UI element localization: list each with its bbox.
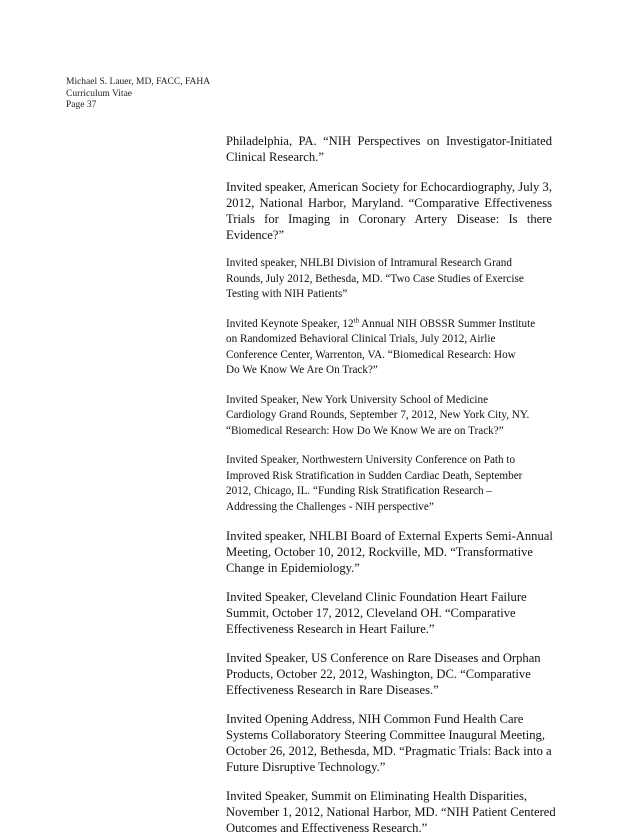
entry-line: “Biomedical Research: How Do We Know We are on Track?” — [226, 424, 504, 437]
entry-line: Invited Speaker, Summit on Eliminating Health Disparities, — [226, 789, 527, 803]
list-item — [226, 256, 552, 303]
entry-line: 2012, Chicago, IL. “Funding Risk Stratification Research – — [226, 485, 492, 497]
list-item — [226, 453, 552, 515]
entry-line: Change in Epidemiology.” — [226, 561, 360, 575]
entry-text: Annual NIH OBSSR Summer Institute — [359, 317, 536, 330]
entry-line: Meeting, October 10, 2012, Rockville, MD. “Transformative — [226, 545, 533, 559]
entry-line: Do We Know We Are On Track?” — [226, 364, 378, 376]
entry-line: Summit, October 17, 2012, Cleveland OH. “Comparative — [226, 606, 516, 620]
list-item — [226, 788, 556, 836]
entry-line: Invited speaker, American Society for Echocardiography, July 3, — [226, 180, 552, 194]
entry-line: Invited Speaker, New York University School of Medicine — [226, 393, 489, 406]
entry-line: on Randomized Behavioral Clinical Trials, July 2012, Airlie — [226, 333, 496, 345]
page-header — [66, 77, 210, 112]
document-title: Curriculum Vitae — [66, 88, 133, 99]
list-item — [226, 650, 552, 698]
entry-line: Products, October 22, 2012, Washington, DC. “Comparative — [226, 667, 531, 681]
entry-line: November 1, 2012, National Harbor, MD. “NIH Patient Centered — [226, 805, 556, 819]
entry-line: Effectiveness Research in Heart Failure.” — [226, 622, 435, 636]
list-item — [226, 317, 552, 379]
entry-line: Testing with NIH Patients” — [226, 288, 348, 300]
list-item — [226, 589, 552, 637]
entry-line: Future Disruptive Technology.” — [226, 760, 386, 774]
entry-line: Invited speaker, NHLBI Board of External Experts Semi-Annual — [226, 529, 553, 543]
entry-line — [226, 317, 552, 333]
list-item — [226, 393, 552, 440]
entry-line: Effectiveness Research in Rare Diseases.” — [226, 683, 439, 697]
entry-line: Trials for Imaging in Coronary Artery Disease: Is there Evidence?” — [226, 212, 552, 242]
entry-line: Improved Risk Stratification in Sudden Cardiac Death, September — [226, 469, 523, 482]
entry-text: Invited Keynote Speaker, 12 — [226, 317, 354, 330]
ordinal-suffix: th — [353, 315, 359, 324]
entry-line: October 26, 2012, Bethesda, MD. “Pragmatic Trials: Back into a — [226, 744, 552, 758]
entry-line: Invited Speaker, Cleveland Clinic Foundation Heart Failure — [226, 590, 527, 604]
entry-line: Rounds, July 2012, Bethesda, MD. “Two Case Studies of Exercise — [226, 272, 524, 285]
entry-line: Conference Center, Warrenton, VA. “Biomedical Research: How — [226, 348, 516, 361]
entry-line: Cardiology Grand Rounds, September 7, 2012, New York City, NY. — [226, 409, 530, 421]
author-name: Michael S. Lauer, MD, FACC, FAHA — [66, 77, 211, 87]
entry-line: Invited Opening Address, NIH Common Fund Health Care — [226, 712, 524, 726]
entry-line: Invited Speaker, US Conference on Rare Diseases and Orphan — [226, 651, 541, 665]
entry-line: Clinical Research.” — [226, 150, 324, 164]
entry-line: Philadelphia, PA. “NIH Perspectives on Investigator-Initiated — [226, 134, 552, 148]
entry-line: Addressing the Challenges - NIH perspective” — [226, 500, 434, 513]
list-item — [226, 133, 552, 165]
presentations-list — [226, 133, 556, 836]
page-number: Page 37 — [66, 100, 97, 110]
entry-line: Invited speaker, NHLBI Division of Intramural Research Grand — [226, 257, 512, 269]
entry-line: Invited Speaker, Northwestern University Conference on Path to — [226, 454, 516, 466]
entry-line: Outcomes and Effectiveness Research.” — [226, 821, 428, 835]
list-item — [226, 711, 552, 775]
list-item — [226, 179, 552, 243]
list-item — [226, 528, 552, 576]
entry-line: 2012, National Harbor, Maryland. “Comparative Effectiveness — [226, 196, 552, 210]
entry-line: Systems Collaboratory Steering Committee Inaugural Meeting, — [226, 728, 545, 742]
